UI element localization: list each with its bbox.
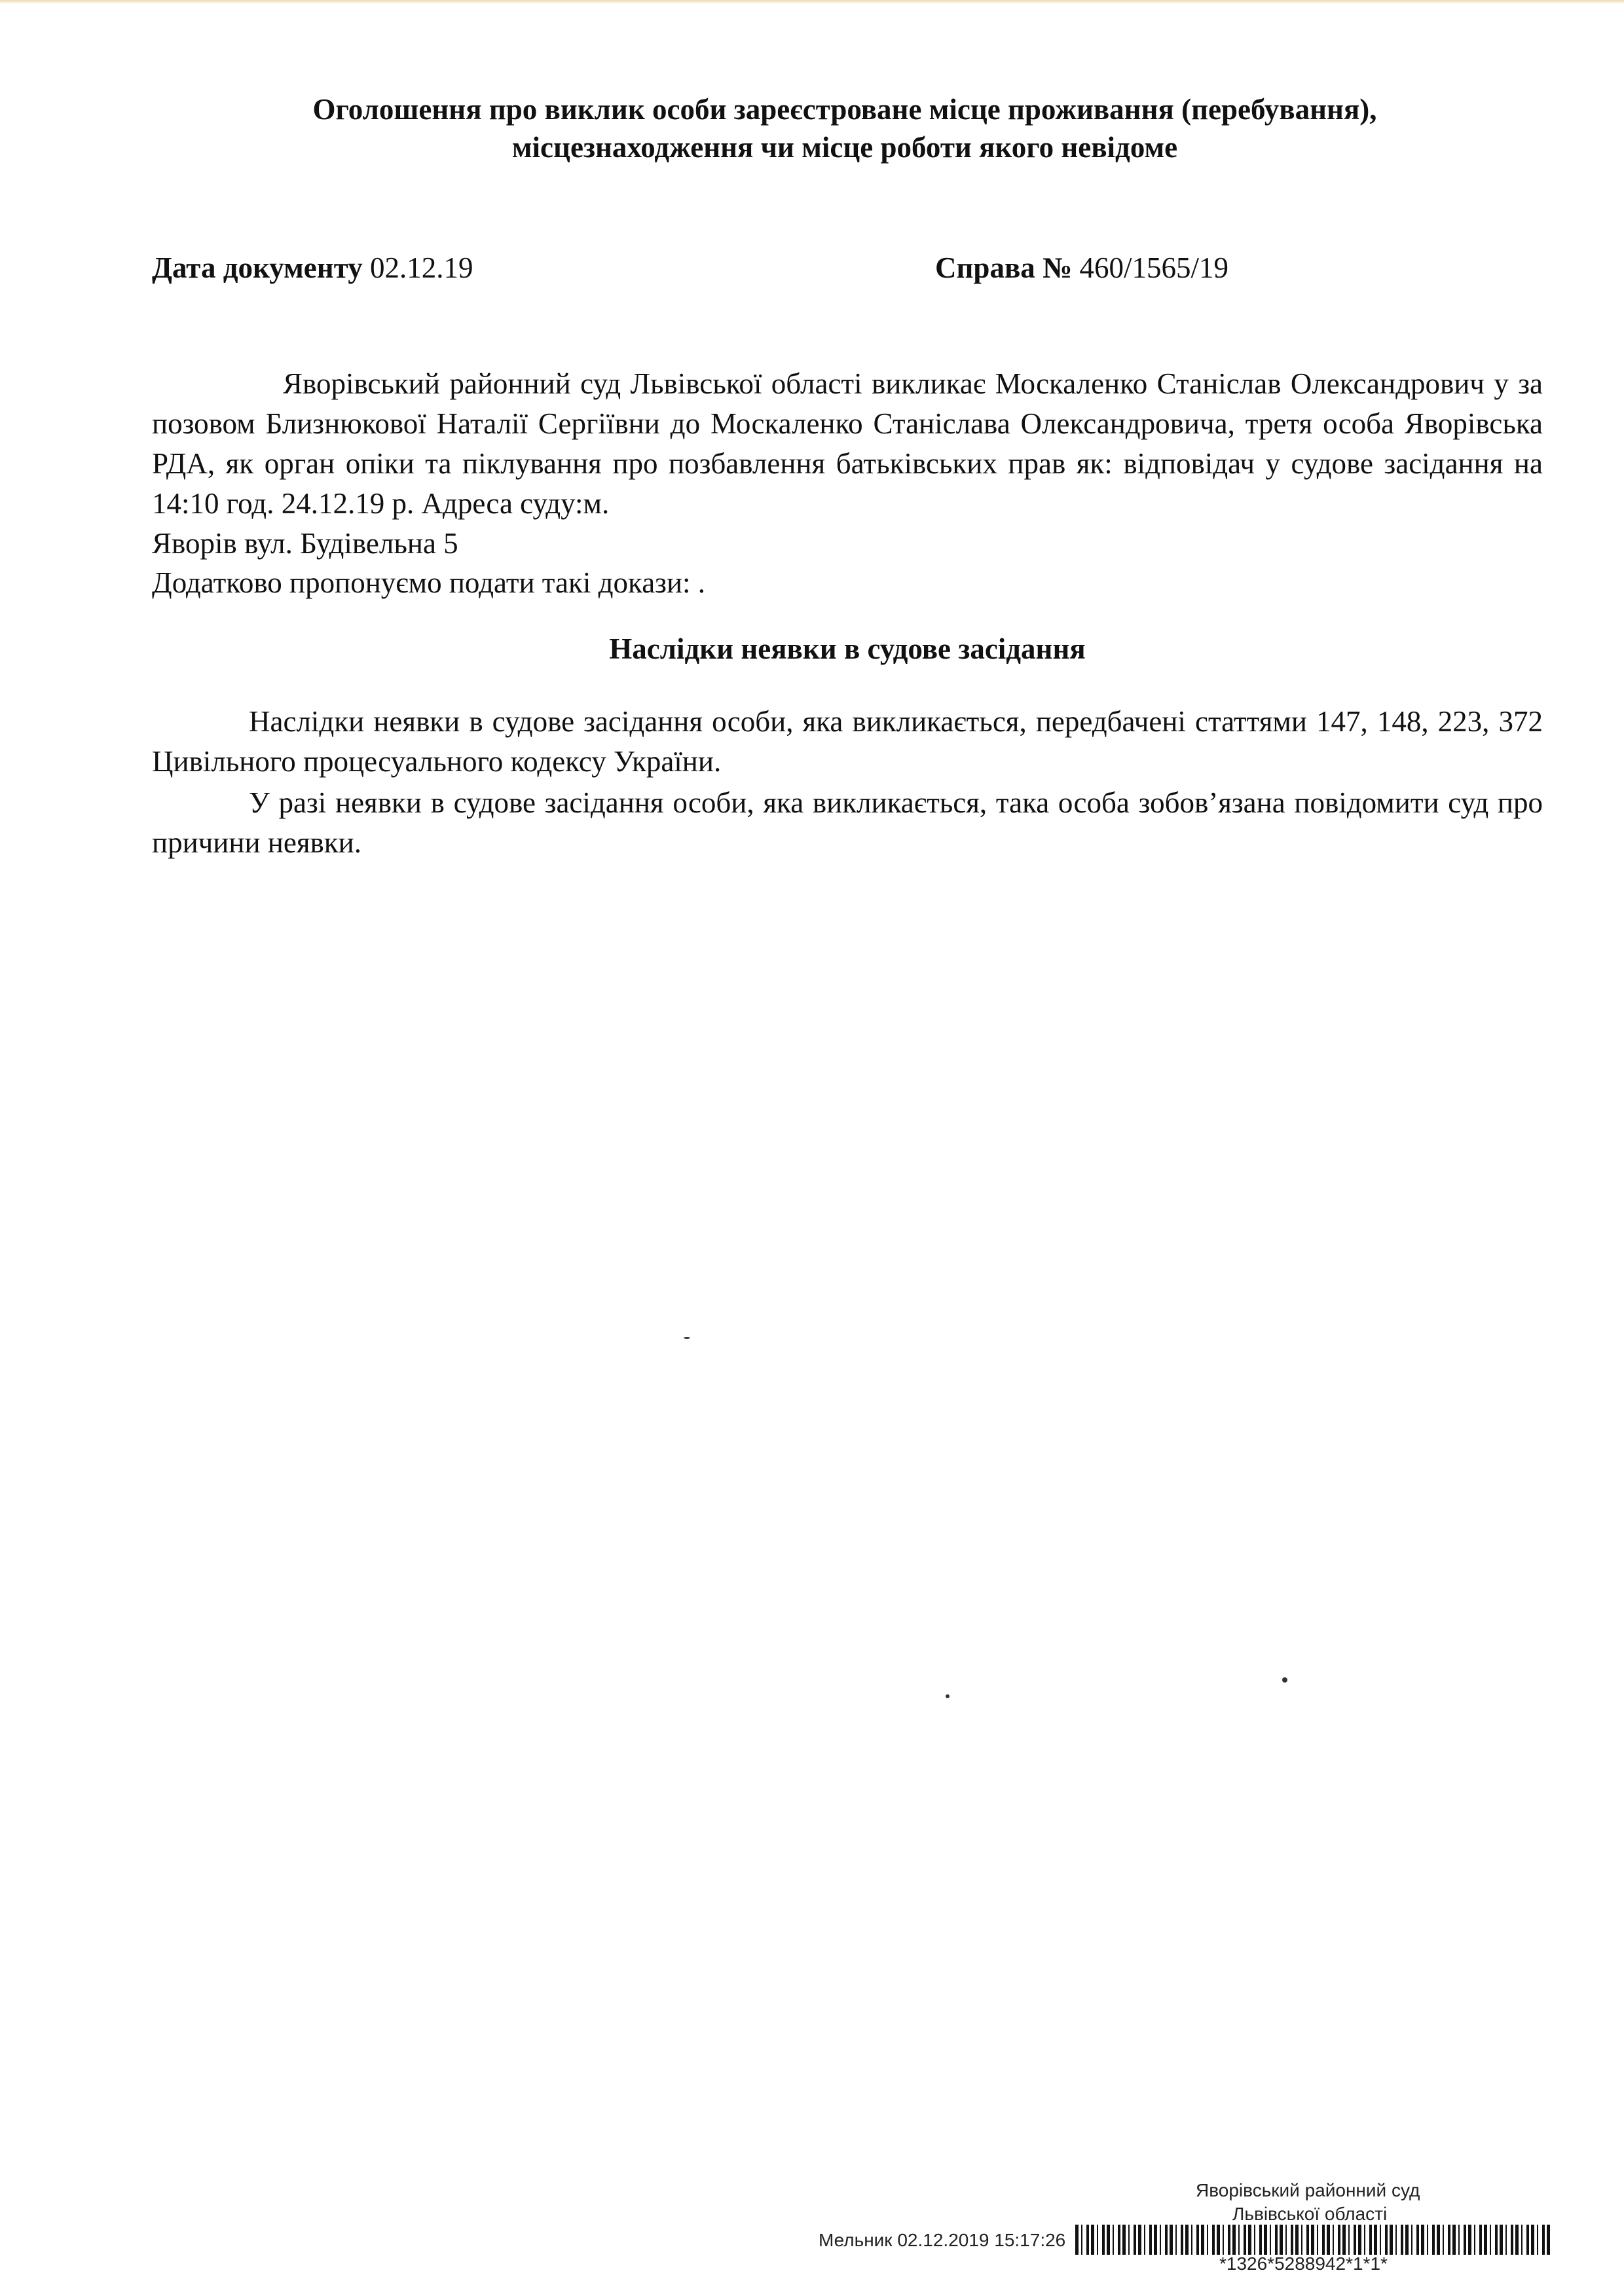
- case-value: 460/1565/19: [1079, 251, 1228, 284]
- document-date: [152, 249, 473, 287]
- consequences-paragraph: Наслідки неявки в судове засідання особи, яка викликається, передбачені статтями 147, 148, 223, 372 Цивільного процесуального кодексу України.: [152, 705, 1543, 778]
- stamp-user-datetime: Мельник 02.12.2019 15:17:26: [819, 2230, 1066, 2250]
- scan-top-edge: [0, 0, 1624, 4]
- scan-speck: [1282, 1677, 1287, 1683]
- summons-paragraph: [152, 364, 1543, 564]
- stamp-region: Львівської області: [1232, 2204, 1388, 2224]
- case-number: [935, 249, 1228, 287]
- barcode-code: *1326*5288942*1*1*: [1219, 2253, 1388, 2274]
- barcode: [1075, 2225, 1552, 2255]
- stamp-court-name: Яворівський районний суд: [1196, 2180, 1420, 2200]
- title-line-1: Оголошення про виклик особи зареєстроване місце проживання (перебування),: [312, 93, 1377, 126]
- extra-evidence: Додатково пропонуємо подати такі докази: .: [152, 566, 706, 599]
- scan-speck: [684, 1337, 690, 1339]
- consequences-heading: Наслідки неявки в судове засідання: [609, 632, 1086, 665]
- summons-text: Яворівський районний суд Львівської області викликає Москаленко Станіслав Олександрович у за позовом Близнюкової Наталії Сергіївни до Москаленко Станіслава Олександровича, третя особа Яворівська РДА, як орган опіки та піклування про позбавлення батьківських прав як: відповідач у судове засідання на 14:10 год. 24.12.19 р. Адреса суду:м.: [152, 367, 1543, 520]
- document-title: [151, 90, 1539, 166]
- notification-paragraph: У разі неявки в судове засідання особи, яка викликається, така особа зобов’язана повідомити суд про причини неявки.: [152, 786, 1543, 859]
- case-label: Справа №: [935, 251, 1073, 284]
- date-label: Дата документу: [152, 251, 363, 284]
- court-address: Яворів вул. Будівельна 5: [152, 527, 458, 560]
- date-value: 02.12.19: [369, 251, 473, 284]
- title-line-2: місцезнаходження чи місце роботи якого невідоме: [511, 131, 1178, 164]
- scan-speck: [946, 1694, 950, 1698]
